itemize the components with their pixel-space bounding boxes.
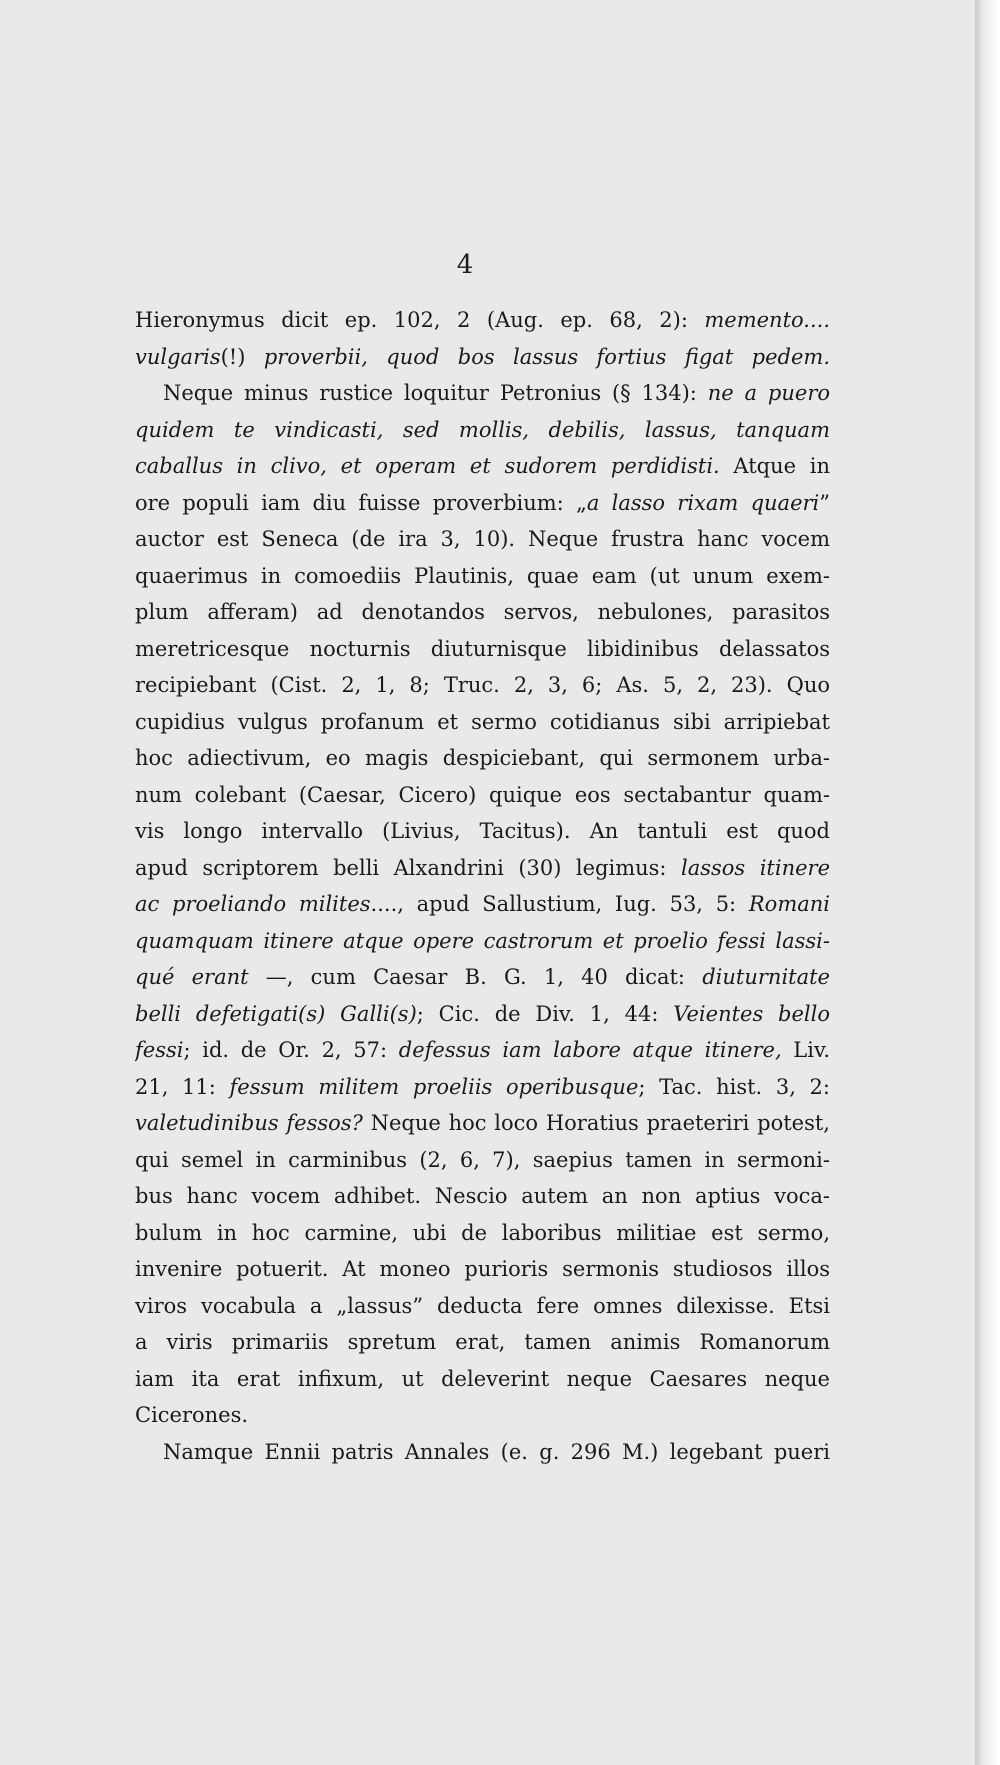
text: apud scriptorem belli Alxandrini (30) legimus:	[135, 855, 681, 880]
text-line	[135, 1361, 830, 1398]
text-line	[135, 740, 830, 777]
text: ...., apud Sallustium, Iug. 53, 5:	[370, 892, 749, 916]
italic-text: ne a puero	[707, 381, 830, 405]
italic-text: proverbii, quod bos lassus fortius figat pedem.	[263, 344, 830, 369]
text-line	[135, 302, 830, 339]
text: vis longo intervallo (Livius, Tacitus). An tantuli est quod	[135, 819, 830, 843]
text-line	[135, 412, 830, 449]
italic-text: quidem te vindicasti, sed mollis, debilis, lassus, tanquam	[135, 417, 830, 442]
text: Neque hoc loco Horatius praeteriri potest,	[362, 1111, 830, 1135]
text: Liv.	[781, 1038, 830, 1062]
text-line	[135, 594, 830, 631]
text-line	[135, 1288, 830, 1325]
text-line	[135, 1251, 830, 1288]
page-edge	[975, 0, 1000, 1765]
text: ; id. de Or. 2, 57:	[183, 1038, 399, 1062]
italic-text: caballus in clivo, et operam et sudorem perdidisti.	[135, 454, 720, 478]
text: ; Cic. de Div. 1, 44:	[416, 1001, 674, 1026]
italic-text: ac proeliando milites	[135, 892, 371, 916]
italic-text: a lasso rixam quaeri	[586, 490, 820, 515]
text-line	[135, 813, 830, 850]
text: recipiebant (Cist. 2, 1, 8; Truc. 2, 3, 6; As. 5, 2, 23). Quo	[135, 673, 830, 697]
text: invenire potuerit. At moneo purioris sermonis studiosos illos	[135, 1257, 830, 1281]
text-line	[135, 631, 830, 668]
text: Neque minus rustice loquitur Petronius (§ 134):	[163, 381, 708, 405]
text: ; Tac. hist. 3, 2:	[638, 1074, 830, 1099]
italic-text: valetudinibus fessos?	[135, 1111, 363, 1135]
italic-text: Romani	[748, 892, 830, 916]
text: bulum in hoc carmine, ubi de laboribus militiae est sermo,	[135, 1220, 830, 1245]
text-line	[135, 1069, 830, 1106]
text: ”	[819, 490, 830, 515]
text-line	[135, 996, 830, 1033]
text: Hieronymus dicit ep. 102, 2 (Aug. ep. 68, 2):	[135, 308, 705, 332]
italic-text: vulgaris	[135, 344, 221, 369]
text-line	[135, 448, 830, 485]
text: bus hanc vocem adhibet. Nescio autem an non aptius voca-	[135, 1184, 830, 1208]
text: —, cum Caesar B. G. 1, 40 dicat:	[248, 965, 703, 989]
text-line	[135, 704, 830, 741]
text-line	[135, 1105, 830, 1142]
text-line	[135, 1324, 830, 1361]
text: 21, 11:	[135, 1074, 230, 1099]
italic-text: lassos itinere	[681, 855, 830, 880]
page-number: 4	[456, 250, 474, 280]
italic-text: defessus iam labore atque itinere,	[398, 1038, 782, 1062]
italic-text: fessi	[135, 1038, 184, 1062]
italic-text: Veientes bello	[673, 1001, 830, 1026]
text: viros vocabula a „lassus” deducta fere omnes dilexisse. Etsi	[135, 1293, 830, 1318]
italic-text: qué erant	[135, 965, 249, 989]
text-line	[135, 1032, 830, 1069]
text: plum afferam) ad denotandos servos, nebulones, parasitos	[135, 600, 830, 624]
italic-text: belli defetigati(s) Galli(s)	[135, 1001, 417, 1026]
text: num colebant (Caesar, Cicero) quique eos sectabantur quam-	[135, 782, 830, 807]
italic-text: fessum militem proeliis operibusque	[229, 1074, 639, 1099]
text-line	[135, 485, 830, 522]
text: quaerimus in comoediis Plautinis, quae eam (ut unum exem-	[135, 563, 830, 588]
text: Namque Ennii patris Annales (e. g. 296 M.) legebant pueri	[163, 1439, 830, 1464]
text: hoc adiectivum, eo magis despiciebant, qui sermonem urba-	[135, 746, 830, 770]
text: meretricesque nocturnis diuturnisque libidinibus delassatos	[135, 636, 830, 661]
text-line	[135, 558, 830, 595]
text-line	[135, 1142, 830, 1179]
text-line	[135, 1215, 830, 1252]
text-line	[135, 850, 830, 887]
text: auctor est Seneca (de ira 3, 10). Neque frustra hanc vocem	[135, 527, 830, 551]
text: iam ita erat infixum, ut deleverint neque Caesares neque	[135, 1366, 830, 1391]
text-line	[135, 1397, 830, 1434]
text: qui semel in carminibus (2, 6, 7), saepius tamen in sermoni-	[135, 1147, 830, 1172]
text-line	[135, 886, 830, 923]
text-line	[135, 375, 830, 412]
text-line	[135, 923, 830, 960]
italic-text: quamquam itinere atque opere castrorum et proelio fessi lassi-	[135, 928, 830, 953]
text: cupidius vulgus profanum et sermo cotidianus sibi arripiebat	[135, 709, 830, 734]
text-line	[135, 1178, 830, 1215]
text-line	[135, 777, 830, 814]
text-line	[135, 667, 830, 704]
text: a viris primariis spretum erat, tamen animis Romanorum	[135, 1330, 830, 1354]
text: Atque in	[719, 454, 830, 478]
text: Cicerones.	[135, 1403, 249, 1427]
text: ore populi iam diu fuisse proverbium: „	[135, 490, 587, 515]
text-line	[135, 521, 830, 558]
italic-text: memento....	[704, 308, 830, 332]
text: (!)	[220, 344, 264, 369]
text-line	[135, 339, 830, 376]
body-text	[135, 302, 830, 1470]
text-line	[135, 959, 830, 996]
italic-text: diuturnitate	[702, 965, 830, 989]
text-line	[135, 1434, 830, 1471]
